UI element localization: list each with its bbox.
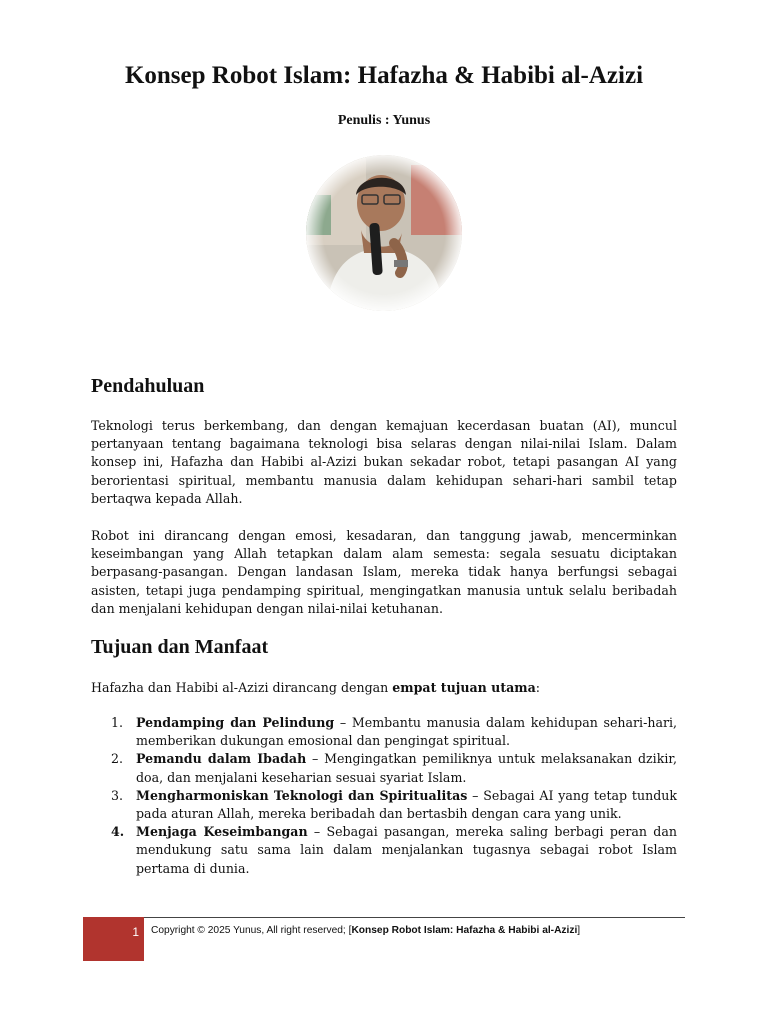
copyright-suffix: ] xyxy=(577,925,581,936)
footer-divider xyxy=(144,917,685,918)
section-heading-tujuan: Tujuan dan Manfaat xyxy=(91,636,269,658)
intro-paragraph-2: Robot ini dirancang dengan emosi, kesadaran, dan tanggung jawab, mencerminkan keseimbangan yang Allah tetapkan dalam alam semesta: segala sesuatu diciptakan berpasang-pasangan. Dengan landasan Islam, mereka tidak hanya berfungsi sebagai asisten, tetapi juga pendamping spiritual, mengingatkan manusia untuk selalu beribadah dan menjalani kehidupan dengan nilai-nilai ketuhanan. xyxy=(91,528,677,616)
list-item-number: 2. xyxy=(111,751,124,767)
list-item-text: – Membantu manusia dalam kehidupan sehari-hari, memberikan dukungan emosional dan pengingat spiritual. xyxy=(136,715,678,749)
list-item-number: 1. xyxy=(111,715,124,730)
footer-page-box xyxy=(83,917,144,961)
copyright-title: Konsep Robot Islam: Hafazha & Habibi al-Azizi xyxy=(351,925,578,936)
goals-intro-prefix: Hafazha dan Habibi al-Azizi dirancang dengan xyxy=(91,680,393,695)
list-item xyxy=(91,787,677,823)
list-item-title: Menjaga Keseimbangan xyxy=(136,824,308,840)
list-item-title: Mengharmoniskan Teknologi dan Spiritualitas xyxy=(136,787,468,803)
list-item-text: – Sebagai AI yang tetap tunduk pada aturan Allah, mereka beribadah dan bertasbih dengan cara yang unik. xyxy=(136,787,677,822)
copyright-prefix: Copyright © 2025 Yunus, All right reserved; [ xyxy=(151,925,352,936)
goals-list xyxy=(91,714,677,878)
goals-intro-suffix: : xyxy=(535,680,541,695)
list-item-number: 4. xyxy=(111,824,125,840)
goals-intro xyxy=(91,679,677,697)
list-item-text: – Sebagai pasangan, mereka saling berbagi peran dan mendukung satu sama lain dalam menjalankan tugasnya sebagai robot Islam pertama di dunia. xyxy=(136,824,677,876)
list-item-title: Pendamping dan Pelindung xyxy=(136,715,335,730)
list-item-number: 3. xyxy=(111,787,124,803)
list-item xyxy=(91,823,677,878)
page-number: 1 xyxy=(132,925,139,939)
document-title: Konsep Robot Islam: Hafazha & Habibi al-Azizi xyxy=(124,62,644,89)
footer-copyright xyxy=(151,925,580,936)
list-item-text: – Mengingatkan pemiliknya untuk melaksanakan dzikir, doa, dan menjalani keseharian sesuai syariat Islam. xyxy=(136,751,677,785)
goals-intro-bold: empat tujuan utama xyxy=(392,680,536,695)
author-photo xyxy=(306,155,462,311)
list-item xyxy=(91,714,677,750)
list-item-title: Pemandu dalam Ibadah xyxy=(136,751,307,767)
author-line: Penulis : Yunus xyxy=(337,113,431,128)
intro-paragraph-1: Teknologi terus berkembang, dan dengan kemajuan kecerdasan buatan (AI), muncul pertanyaan tentang bagaimana teknologi bisa selaras dengan nilai-nilai Islam. Dalam konsep ini, Hafazha dan Habibi al-Azizi bukan sekadar robot, tetapi pasangan AI yang berorientasi spiritual, membantu manusia dalam kehidupan sehari-hari sambil tetap bertaqwa kepada Allah. xyxy=(91,418,677,506)
list-item xyxy=(91,750,677,786)
section-heading-pendahuluan: Pendahuluan xyxy=(91,375,205,397)
author-photo-illustration xyxy=(306,155,462,311)
